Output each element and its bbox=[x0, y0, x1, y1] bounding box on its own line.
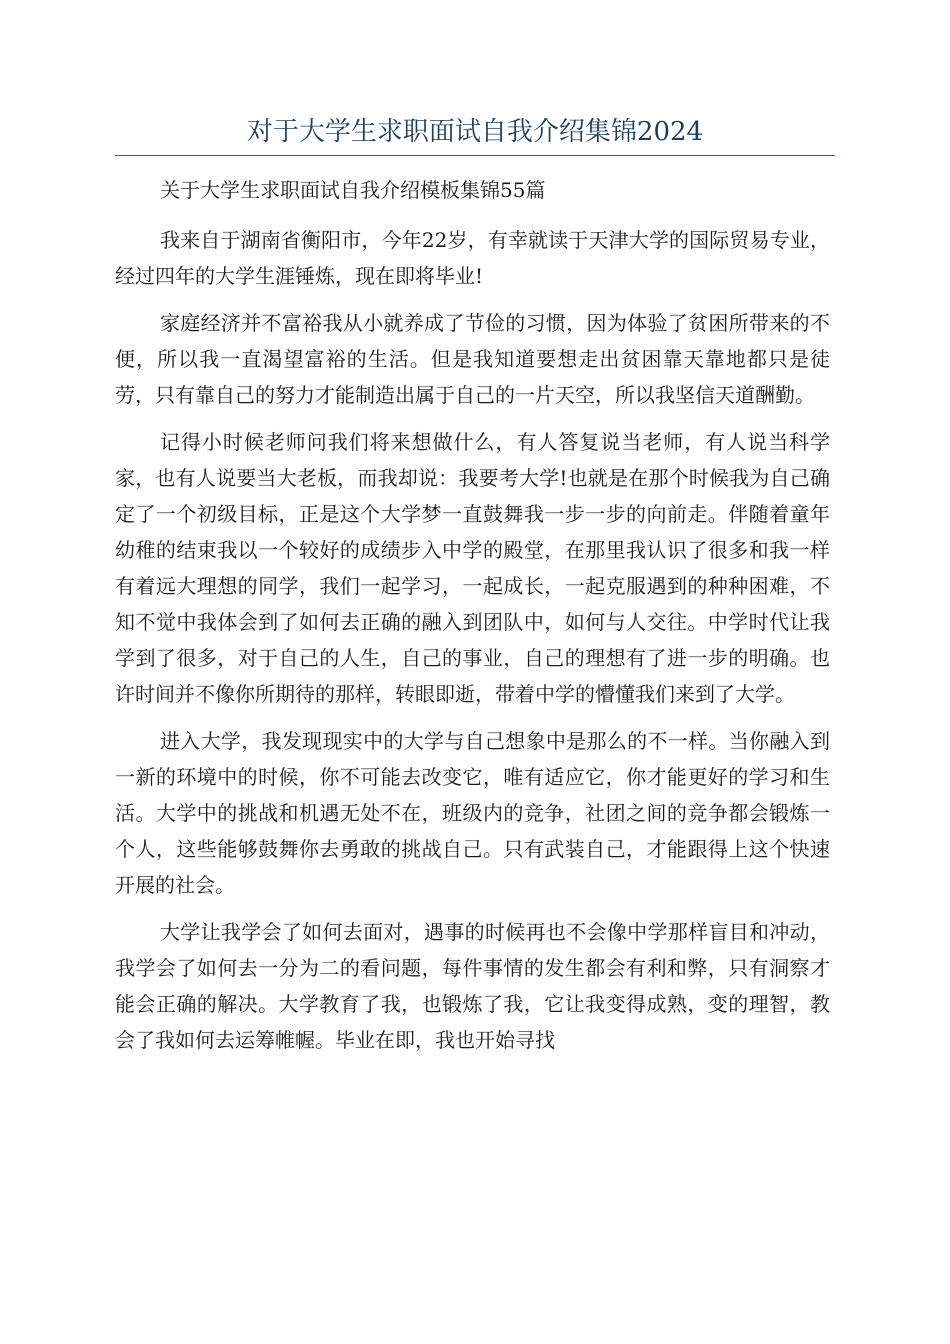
document-subtitle: 关于大学生求职面试自我介绍模板集锦55篇 bbox=[160, 178, 546, 202]
paragraph: 家庭经济并不富裕我从小就养成了节俭的习惯，因为体验了贫困所带来的不便，所以我一直渴望富裕的生活。但是我知道要想走出贫困靠天靠地都只是徒劳，只有靠自己的努力才能制造出属于自己的一片天空，所以我坚信天道酬勤。 bbox=[115, 311, 830, 407]
paragraph: 大学让我学会了如何去面对，遇事的时候再也不会像中学那样盲目和冲动，我学会了如何去一分为二的看问题，每件事情的发生都会有利和弊，只有洞察才能会正确的解决。大学教育了我，也锻炼了我，它让我变得成熟，变的理智，教会了我如何去运筹帷幄。毕业在即，我也开始寻找 bbox=[115, 920, 830, 1052]
document-title: 对于大学生求职面试自我介绍集锦2024 bbox=[246, 117, 704, 147]
paragraph: 我来自于湖南省衡阳市，今年22岁，有幸就读于天津大学的国际贸易专业，经过四年的大学生涯锤炼，现在即将毕业! bbox=[115, 228, 830, 288]
document-body bbox=[115, 172, 830, 1069]
paragraph: 进入大学，我发现现实中的大学与自己想象中是那么的不一样。当你融入到一新的环境中的时候，你不可能去改变它，唯有适应它，你才能更好的学习和生活。大学中的挑战和机遇无处不在，班级内的竞争，社团之间的竞争都会锻炼一个人，这些能够鼓舞你去勇敢的挑战自己。只有武装自己，才能跟得上这个快速开展的社会。 bbox=[115, 729, 830, 897]
paragraph: 记得小时候老师问我们将来想做什么，有人答复说当老师，有人说当科学家，也有人说要当大老板，而我却说：我要考大学!也就是在那个时候我为自己确定了一个初级目标，正是这个大学梦一直鼓舞我一步一步的向前走。伴随着童年幼稚的结束我以一个较好的成绩步入中学的殿堂，在那里我认识了很多和我一样有着远大理想的同学，我们一起学习，一起成长，一起克服遇到的种种困难，不知不觉中我体会到了如何去正确的融入到团队中，如何与人交往。中学时代让我学到了很多，对于自己的人生，自己的事业，自己的理想有了进一步的明确。也许时间并不像你所期待的那样，转眼即逝，带着中学的懵懂我们来到了大学。 bbox=[115, 430, 830, 706]
title-underline bbox=[115, 155, 835, 156]
